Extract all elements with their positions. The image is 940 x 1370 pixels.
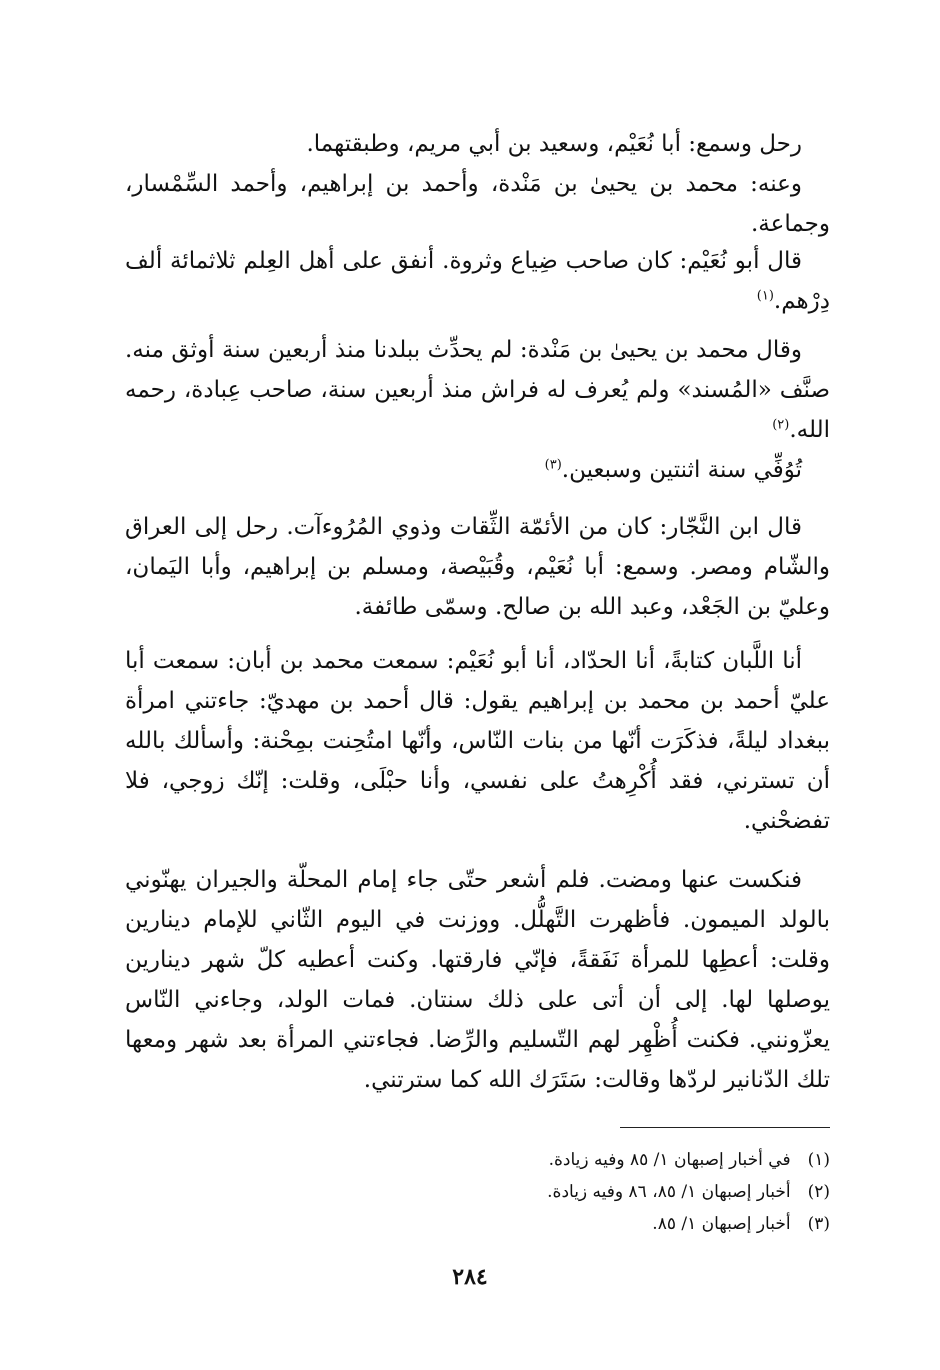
footnote-separator <box>620 1127 830 1128</box>
paragraph-abu-nuaym-text: قال أبو نُعَيْم: كان صاحب ضِياع وثروة. أنفق على أهل العِلم ثلاثمائة ألف دِرْهم. <box>125 248 830 314</box>
paragraph-ibn-manda-text: وقال محمد بن يحيىٰ بن مَنْدة: لم يحدِّث ببلدنا منذ أربعين سنة أوثق منه. صنَّف «المُسند» ولم يُعرف له فراش منذ أربعين سنة، صاحب عِبادة، رحمه الله. <box>125 337 830 443</box>
footnote-2-number: (٢) <box>807 1182 830 1202</box>
footnote-1 <box>400 1144 830 1176</box>
main-text-2 <box>125 241 830 321</box>
main-text-6 <box>125 860 830 1100</box>
page-number: ٢٨٤ <box>452 1264 488 1290</box>
paragraph-ibn-najjar: قال ابن النَّجّار: كان من الأئمّة الثِّقات وذوي المُرُوءآت. رحل إلى العراق والشّام ومصر. وسمع: أبا نُعَيْم، وقُبَيْصة، ومسلم بن إبراهيم، وأبا اليَمان، وعليّ بن الجَعْد، وعبد الله بن صالح. وسمّى طائفة. <box>125 514 830 620</box>
paragraph-travel: رحل وسمع: أبا نُعَيْم، وسعيد بن أبي مريم، وطبقتهما. <box>306 131 802 157</box>
paragraph-death-text: تُوُفِّي سنة اثنتين وسبعين. <box>561 457 802 483</box>
footnote-2 <box>400 1176 830 1208</box>
main-text <box>125 124 830 244</box>
footnote-ref-3: (٣) <box>544 457 562 473</box>
footnotes <box>400 1144 830 1240</box>
footnote-2-text: أخبار إصبهان ١/ ٨٥، ٨٦ وفيه زيادة. <box>547 1182 791 1202</box>
paragraph-story: أنا اللَّبان كتابةً، أنا الحدّاد، أنا أبو نُعَيْم: سمعت محمد بن أبان: سمعت أبا عليّ أحمد بن محمد بن إبراهيم يقول: قال أحمد بن مهديّ: جاءتني امرأة ببغداد ليلةً، فذكَرَت أنّها من بنات النّاس، وأنّها امتُحِنت بمِحْنة: وأسألك بالله أن تسترني، فقد أُكْرِهتُ على نفسي، وأنا حبْلَى، وقلت: إنّك زوجي، فلا تفضحْني. <box>125 648 830 834</box>
footnote-3 <box>400 1208 830 1240</box>
main-text-5 <box>125 641 830 841</box>
paragraph-death <box>125 450 830 490</box>
paragraph-ibn-manda <box>125 330 830 450</box>
paragraph-abu-nuaym <box>125 241 830 321</box>
main-text-4 <box>125 507 830 627</box>
footnote-ref-1: (١) <box>756 288 774 304</box>
footnote-1-text: في أخبار إصبهان ١/ ٨٥ وفيه زيادة. <box>548 1150 791 1170</box>
footnote-3-number: (٣) <box>807 1214 830 1234</box>
paragraph-narrators: وعنه: محمد بن يحيىٰ بن مَنْدة، وأحمد بن إبراهيم، وأحمد السِّمْسار، وجماعة. <box>125 171 830 237</box>
paragraph-story-continued: فنكست عنها ومضت. فلم أشعر حتّى جاء إمام المحلّة والجيران يهنّوني بالولد الميمون. فأظهرت التَّهلُّل. ووزنت في اليوم الثّاني للإمام دينارين وقلت: أعطِها للمرأة نَفَقةً، فإنّي فارقتها. وكنت أعطيه كلّ شهر دينارين يوصلها لها. إلى أن أتى على ذلك سنتان. فمات الولد، وجاءني النّاس يعزّونني. فكنت أُظْهِر لهم التّسليم والرِّضا. فجاءتني المرأة بعد شهر ومعها تلك الدّنانير لردّها وقالت: سَتَرَك الله كما سترتني. <box>125 867 831 1093</box>
footnote-ref-2: (٢) <box>772 417 790 433</box>
footnote-1-number: (١) <box>807 1150 830 1170</box>
main-text-3 <box>125 330 830 490</box>
footnote-3-text: أخبار إصبهان ١/ ٨٥. <box>652 1214 791 1234</box>
